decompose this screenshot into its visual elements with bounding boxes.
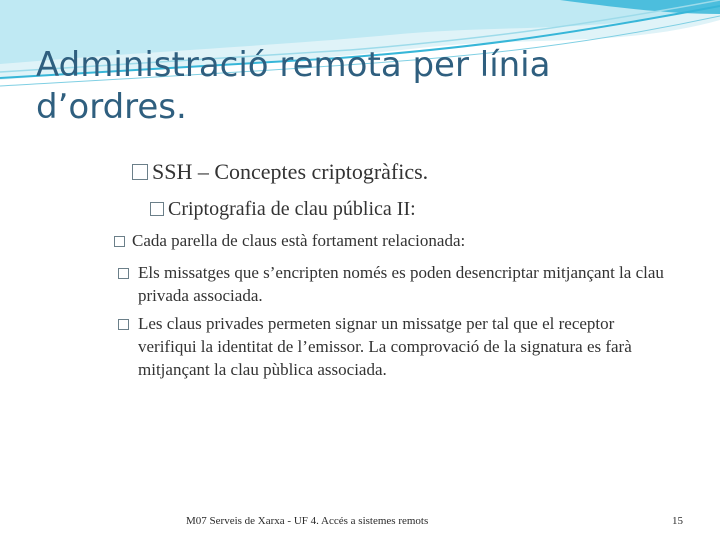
list-item [118, 261, 673, 307]
square-bullet-icon [118, 319, 129, 330]
title-line-1: Administració remota per línia [36, 45, 551, 85]
square-bullet-icon [114, 236, 125, 247]
list-item [118, 312, 673, 381]
page-number: 15 [672, 515, 683, 527]
bullet-level-3 [114, 230, 465, 252]
list-item-text: Les claus privades permeten signar un missatge per tal que el receptor verifiqui la identitat de l’emissor. La comprovació de la signatura es farà mitjançant la clau pùblica associada. [138, 314, 632, 379]
bullet-level-1 [132, 158, 428, 186]
title-line-2: d’ordres. [36, 87, 187, 127]
footer-text: M07 Serveis de Xarxa - UF 4. Accés a sistemes remots [186, 515, 429, 527]
square-bullet-icon [132, 164, 148, 180]
bullet-text-ssh: SSH – Conceptes criptogràfics. [152, 159, 429, 184]
bullet-text-criptografia: Criptografia de clau pública II: [168, 198, 416, 220]
list-item-text: Els missatges que s’encripten només es poden desencriptar mitjançant la clau privada associada. [138, 263, 664, 305]
bullet-level-2 [150, 196, 416, 222]
square-bullet-icon [150, 202, 164, 216]
bullet-text-parella: Cada parella de claus està fortament relacionada: [132, 231, 466, 250]
square-bullet-icon [118, 268, 129, 279]
slide-title [36, 44, 676, 128]
